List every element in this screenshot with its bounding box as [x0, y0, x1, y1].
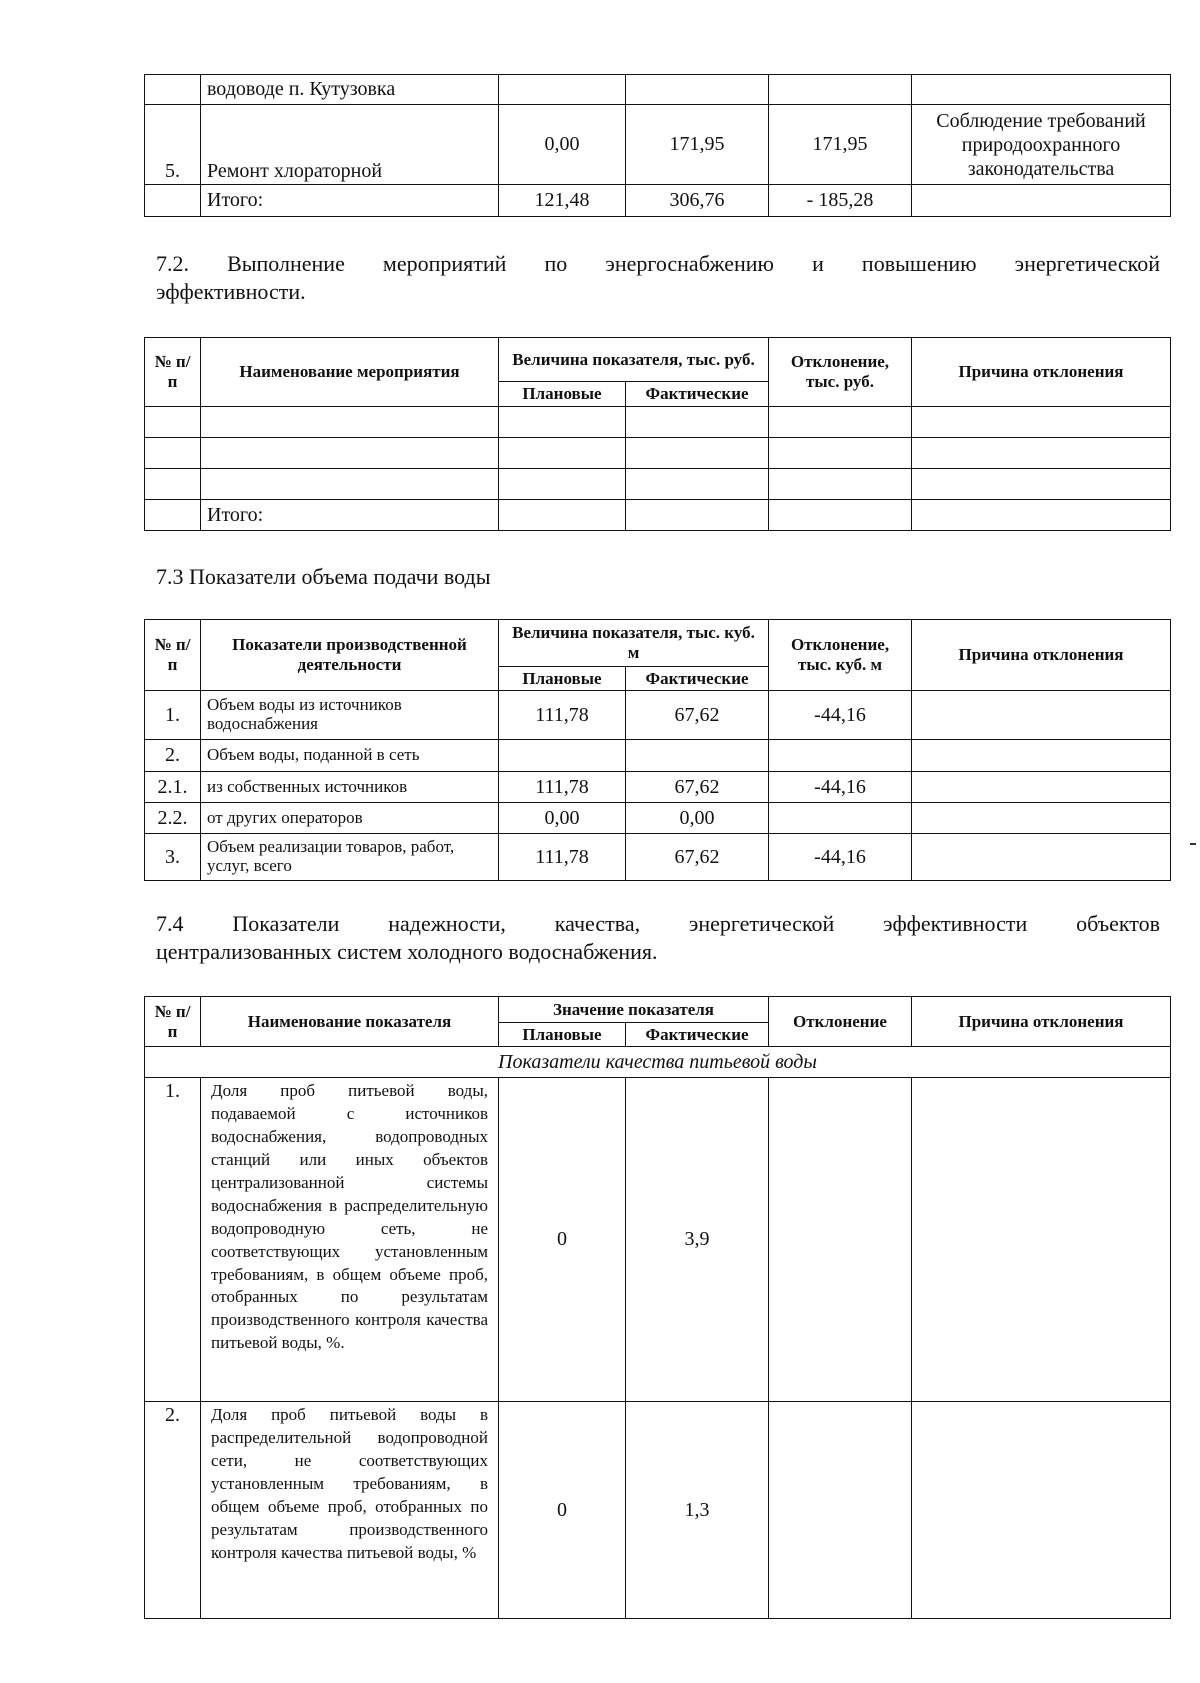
row-name: Объем воды, поданной в сеть: [201, 740, 499, 772]
row-fact: 67,62: [626, 772, 769, 803]
row-deviation: -44,16: [769, 691, 912, 740]
row-deviation: - 185,28: [769, 185, 912, 217]
row-deviation: [769, 75, 912, 105]
row-fact: [626, 75, 769, 105]
row-deviation: -44,16: [769, 772, 912, 803]
table-row: [145, 803, 1171, 834]
header-num: № п/п: [145, 997, 201, 1047]
row-fact: [626, 740, 769, 772]
row-reason: [912, 772, 1171, 803]
header-fact: Фактические: [626, 667, 769, 691]
row-fact: 1,3: [626, 1402, 769, 1619]
row-plan: [499, 75, 626, 105]
row-number: 2.2.: [145, 803, 201, 834]
total-label: Итого:: [201, 500, 499, 531]
header-name: Наименование мероприятия: [201, 338, 499, 407]
row-number: [145, 185, 201, 217]
row-deviation: [769, 1078, 912, 1402]
header-deviation: Отклонение, тыс. руб.: [769, 338, 912, 407]
header-value: Значение показателя: [499, 997, 769, 1023]
header-name: Наименование показателя: [201, 997, 499, 1047]
header-num: № п/п: [145, 620, 201, 691]
row-reason: [912, 803, 1171, 834]
scan-mark: [1190, 843, 1196, 845]
row-name: Доля проб питьевой воды в распределительной водопроводной сети, не соответствующих установленным требованиям, в общем объеме проб, отобранных по результатам производственного контроля качества питьевой воды, %: [201, 1402, 499, 1619]
row-deviation: 171,95: [769, 105, 912, 185]
row-reason: Соблюдение требований природоохранного законодательства: [912, 105, 1171, 185]
row-reason: [912, 1078, 1171, 1402]
header-plan: Плановые: [499, 1023, 626, 1047]
header-deviation: Отклонение, тыс. куб. м: [769, 620, 912, 691]
header-reason: Причина отклонения: [912, 997, 1171, 1047]
header-deviation: Отклонение: [769, 997, 912, 1047]
row-number: 3.: [145, 834, 201, 881]
table-header-row: [145, 997, 1171, 1023]
row-plan: 111,78: [499, 691, 626, 740]
row-name: Доля проб питьевой воды, подаваемой с источников водоснабжения, водопроводных станций или иных объектов централизованной системы водоснабжения в распределительную водопроводную сеть, не соответствующих установленным требованиям, в общем объеме проб, отобранных по результатам производственного контроля качества питьевой воды, %.: [201, 1078, 499, 1402]
row-plan: [499, 740, 626, 772]
row-fact: 171,95: [626, 105, 769, 185]
row-deviation: [769, 1402, 912, 1619]
row-deviation: [769, 740, 912, 772]
row-plan: 0,00: [499, 105, 626, 185]
row-deviation: [769, 803, 912, 834]
table-header-row: [145, 338, 1171, 382]
section-7-2-title-line1: 7.2. Выполнение мероприятий по энергоснабжению и повышению энергетической: [156, 251, 1160, 276]
section-7-2-title-line2: эффективности.: [156, 278, 306, 304]
row-name: Итого:: [201, 185, 499, 217]
row-reason: [912, 185, 1171, 217]
section-7-4-title-line2: централизованных систем холодного водоснабжения.: [156, 938, 658, 964]
header-plan: Плановые: [499, 667, 626, 691]
row-reason: [912, 691, 1171, 740]
row-plan: 111,78: [499, 834, 626, 881]
row-reason: [912, 1402, 1171, 1619]
header-name: Показатели производственной деятельности: [201, 620, 499, 691]
section-7-3-title: 7.3 Показатели объема подачи воды: [156, 564, 491, 589]
row-name: водоводе п. Кутузовка: [201, 75, 499, 105]
table-header-row: [145, 620, 1171, 667]
row-number: 5.: [145, 105, 201, 185]
table-7-2-energy: [144, 337, 1171, 531]
table-total-row: [145, 500, 1171, 531]
row-number: 1.: [145, 1078, 201, 1402]
row-plan: 0: [499, 1078, 626, 1402]
row-name: из собственных источников: [201, 772, 499, 803]
table-row: [145, 772, 1171, 803]
row-name: от других операторов: [201, 803, 499, 834]
table-row: [145, 75, 1171, 105]
table-group-row: [145, 1047, 1171, 1078]
table-row: [145, 1402, 1171, 1619]
table-row-empty: [145, 438, 1171, 469]
row-fact: 67,62: [626, 691, 769, 740]
header-value: Величина показателя, тыс. руб.: [499, 338, 769, 382]
row-name: Объем реализации товаров, работ, услуг, всего: [201, 834, 499, 881]
table-row: [145, 740, 1171, 772]
header-fact: Фактические: [626, 1023, 769, 1047]
row-number: [145, 75, 201, 105]
row-number: 2.: [145, 1402, 201, 1619]
table-7-1-continuation: [144, 74, 1171, 217]
row-reason: [912, 75, 1171, 105]
table-row: [145, 105, 1171, 185]
group-title: Показатели качества питьевой воды: [145, 1047, 1171, 1078]
header-fact: Фактические: [626, 382, 769, 407]
row-name: Объем воды из источников водоснабжения: [201, 691, 499, 740]
header-num: № п/п: [145, 338, 201, 407]
row-plan: 111,78: [499, 772, 626, 803]
row-plan: 0: [499, 1402, 626, 1619]
row-reason: [912, 834, 1171, 881]
row-number: 2.1.: [145, 772, 201, 803]
header-value: Величина показателя, тыс. куб. м: [499, 620, 769, 667]
header-plan: Плановые: [499, 382, 626, 407]
row-number: 2.: [145, 740, 201, 772]
header-reason: Причина отклонения: [912, 338, 1171, 407]
row-plan: 0,00: [499, 803, 626, 834]
table-row: [145, 1078, 1171, 1402]
table-7-4-quality: [144, 996, 1171, 1619]
table-row-empty: [145, 407, 1171, 438]
row-reason: [912, 740, 1171, 772]
table-7-3-water-supply: [144, 619, 1171, 881]
row-fact: 3,9: [626, 1078, 769, 1402]
header-reason: Причина отклонения: [912, 620, 1171, 691]
section-7-2-title: [156, 250, 1160, 305]
row-plan: 121,48: [499, 185, 626, 217]
row-fact: 67,62: [626, 834, 769, 881]
section-7-4-title-line1: 7.4 Показатели надежности, качества, энергетической эффективности объектов: [156, 911, 1160, 936]
table-row: [145, 185, 1171, 217]
section-7-4-title: [156, 910, 1160, 965]
table-row: [145, 834, 1171, 881]
row-fact: 306,76: [626, 185, 769, 217]
row-deviation: -44,16: [769, 834, 912, 881]
row-name: Ремонт хлораторной: [201, 105, 499, 185]
table-row-empty: [145, 469, 1171, 500]
row-number: 1.: [145, 691, 201, 740]
row-fact: 0,00: [626, 803, 769, 834]
table-row: [145, 691, 1171, 740]
